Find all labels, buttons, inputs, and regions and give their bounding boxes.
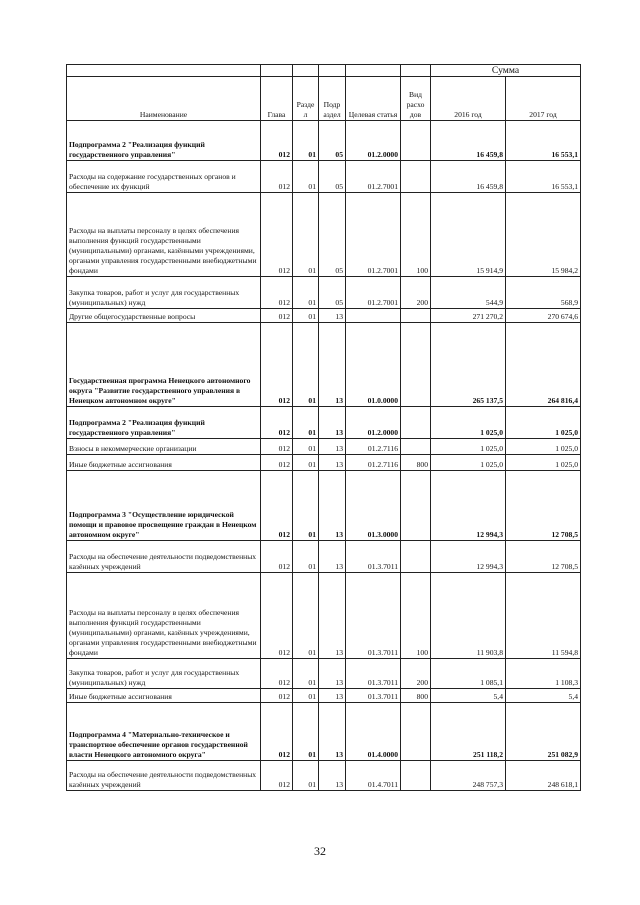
header-sum: Сумма — [431, 65, 581, 77]
cell-2016: 11 903,8 — [431, 573, 506, 659]
cell-podrazdel: 13 — [319, 471, 346, 541]
cell-article: 01.2.7001 — [346, 193, 401, 277]
table-row — [67, 541, 581, 573]
cell-podrazdel: 13 — [319, 439, 346, 455]
cell-2017: 16 553,1 — [506, 161, 581, 193]
cell-name: Расходы на обеспечение деятельности подведомственных казённых учреждений — [67, 761, 261, 791]
cell-2017: 1 108,3 — [506, 659, 581, 689]
cell-article: 01.2.7116 — [346, 439, 401, 455]
cell-name: Подпрограмма 3 "Осуществление юридической помощи и правовое просвещение граждан в Ненецком автономном округе" — [67, 471, 261, 541]
cell-razdel: 01 — [293, 455, 319, 471]
cell-razdel: 01 — [293, 573, 319, 659]
cell-2016: 544,9 — [431, 277, 506, 309]
table-row — [67, 471, 581, 541]
cell-article: 01.3.7011 — [346, 541, 401, 573]
header-blank — [293, 65, 319, 77]
cell-vid: 100 — [401, 573, 431, 659]
cell-2017: 1 025,0 — [506, 455, 581, 471]
cell-2016: 248 757,3 — [431, 761, 506, 791]
cell-article: 01.2.7001 — [346, 161, 401, 193]
cell-2016: 16 459,8 — [431, 121, 506, 161]
cell-razdel: 01 — [293, 193, 319, 277]
cell-podrazdel: 13 — [319, 541, 346, 573]
cell-vid — [401, 161, 431, 193]
cell-2016: 16 459,8 — [431, 161, 506, 193]
cell-2017: 12 708,5 — [506, 541, 581, 573]
cell-vid: 200 — [401, 277, 431, 309]
cell-podrazdel: 13 — [319, 455, 346, 471]
cell-name: Подпрограмма 2 "Реализация функций государственного управления" — [67, 407, 261, 439]
header-blank — [67, 65, 261, 77]
cell-article: 01.4.7011 — [346, 761, 401, 791]
cell-razdel: 01 — [293, 439, 319, 455]
cell-podrazdel: 13 — [319, 761, 346, 791]
cell-2017: 264 816,4 — [506, 323, 581, 407]
table-row — [67, 439, 581, 455]
header-row — [67, 77, 581, 121]
header-row-top — [67, 65, 581, 77]
cell-podrazdel: 05 — [319, 277, 346, 309]
table-row — [67, 309, 581, 323]
cell-article: 01.3.7011 — [346, 659, 401, 689]
cell-name: Другие общегосударственные вопросы — [67, 309, 261, 323]
cell-glava: 012 — [261, 761, 293, 791]
cell-2017: 1 025,0 — [506, 439, 581, 455]
cell-2016: 1 025,0 — [431, 439, 506, 455]
table-row — [67, 659, 581, 689]
cell-podrazdel: 13 — [319, 659, 346, 689]
header-name: Наименование — [67, 77, 261, 121]
cell-name: Взносы в некоммерческие организации — [67, 439, 261, 455]
cell-article: 01.2.0000 — [346, 121, 401, 161]
table-row — [67, 193, 581, 277]
cell-2017: 12 708,5 — [506, 471, 581, 541]
cell-name: Подпрограмма 4 "Материально-техническое и транспортное обеспечение органов государственной власти Ненецкого автономного округа" — [67, 703, 261, 761]
cell-2016: 1 025,0 — [431, 407, 506, 439]
cell-glava: 012 — [261, 471, 293, 541]
cell-razdel: 01 — [293, 471, 319, 541]
cell-2016: 271 270,2 — [431, 309, 506, 323]
cell-article: 01.3.0000 — [346, 471, 401, 541]
table-row — [67, 689, 581, 703]
cell-2017: 270 674,6 — [506, 309, 581, 323]
header-podrazdel: Подр аздел — [319, 77, 346, 121]
cell-vid: 200 — [401, 659, 431, 689]
cell-vid: 800 — [401, 689, 431, 703]
table-row — [67, 323, 581, 407]
cell-vid — [401, 703, 431, 761]
cell-name: Государственная программа Ненецкого автономного округа "Развитие государственного управления в Ненецком автономном округе" — [67, 323, 261, 407]
cell-vid — [401, 309, 431, 323]
cell-glava: 012 — [261, 573, 293, 659]
cell-razdel: 01 — [293, 277, 319, 309]
cell-2017: 11 594,8 — [506, 573, 581, 659]
cell-article: 01.2.7116 — [346, 455, 401, 471]
header-blank — [319, 65, 346, 77]
cell-name: Расходы на содержание государственных органов и обеспечение их функций — [67, 161, 261, 193]
cell-glava: 012 — [261, 439, 293, 455]
cell-podrazdel: 05 — [319, 121, 346, 161]
cell-glava: 012 — [261, 407, 293, 439]
cell-razdel: 01 — [293, 541, 319, 573]
cell-2016: 12 994,3 — [431, 541, 506, 573]
cell-podrazdel: 05 — [319, 161, 346, 193]
cell-2017: 15 984,2 — [506, 193, 581, 277]
table-row — [67, 761, 581, 791]
cell-razdel: 01 — [293, 761, 319, 791]
cell-podrazdel: 13 — [319, 703, 346, 761]
header-article: Целевая статья — [346, 77, 401, 121]
header-glava: Глава — [261, 77, 293, 121]
header-blank — [401, 65, 431, 77]
cell-2017: 568,9 — [506, 277, 581, 309]
cell-name: Расходы на выплаты персоналу в целях обеспечения выполнения функций государственными (муниципальными) органами, казёнными учреждениями, органами управления государственными внебюджетными фондами — [67, 193, 261, 277]
header-razdel: Разде л — [293, 77, 319, 121]
cell-razdel: 01 — [293, 659, 319, 689]
cell-name: Закупка товаров, работ и услуг для государственных (муниципальных) нужд — [67, 659, 261, 689]
cell-razdel: 01 — [293, 689, 319, 703]
cell-razdel: 01 — [293, 121, 319, 161]
cell-vid — [401, 541, 431, 573]
cell-podrazdel: 13 — [319, 323, 346, 407]
cell-2016: 265 137,5 — [431, 323, 506, 407]
cell-name: Закупка товаров, работ и услуг для государственных (муниципальных) нужд — [67, 277, 261, 309]
cell-glava: 012 — [261, 161, 293, 193]
cell-glava: 012 — [261, 541, 293, 573]
cell-razdel: 01 — [293, 407, 319, 439]
cell-vid: 800 — [401, 455, 431, 471]
cell-article: 01.0.0000 — [346, 323, 401, 407]
cell-2016: 15 914,9 — [431, 193, 506, 277]
cell-glava: 012 — [261, 323, 293, 407]
cell-glava: 012 — [261, 689, 293, 703]
cell-vid — [401, 121, 431, 161]
cell-2016: 1 085,1 — [431, 659, 506, 689]
cell-razdel: 01 — [293, 703, 319, 761]
cell-article: 01.3.7011 — [346, 689, 401, 703]
cell-vid — [401, 439, 431, 455]
cell-name: Иные бюджетные ассигнования — [67, 455, 261, 471]
cell-vid — [401, 323, 431, 407]
cell-article: 01.4.0000 — [346, 703, 401, 761]
cell-glava: 012 — [261, 277, 293, 309]
cell-razdel: 01 — [293, 323, 319, 407]
cell-2016: 1 025,0 — [431, 455, 506, 471]
cell-glava: 012 — [261, 309, 293, 323]
header-2017: 2017 год — [506, 77, 581, 121]
cell-2017: 251 082,9 — [506, 703, 581, 761]
budget-table — [66, 64, 581, 791]
cell-vid — [401, 761, 431, 791]
cell-article — [346, 309, 401, 323]
cell-vid — [401, 407, 431, 439]
cell-podrazdel: 13 — [319, 689, 346, 703]
table-row — [67, 573, 581, 659]
cell-podrazdel: 05 — [319, 193, 346, 277]
table-row — [67, 703, 581, 761]
cell-2017: 16 553,1 — [506, 121, 581, 161]
cell-article: 01.2.7001 — [346, 277, 401, 309]
table-row — [67, 161, 581, 193]
header-blank — [346, 65, 401, 77]
cell-2016: 5,4 — [431, 689, 506, 703]
cell-glava: 012 — [261, 455, 293, 471]
cell-name: Расходы на обеспечение деятельности подведомственных казённых учреждений — [67, 541, 261, 573]
cell-glava: 012 — [261, 659, 293, 689]
table-row — [67, 407, 581, 439]
cell-podrazdel: 13 — [319, 573, 346, 659]
cell-vid — [401, 471, 431, 541]
cell-glava: 012 — [261, 703, 293, 761]
header-2016: 2016 год — [431, 77, 506, 121]
cell-glava: 012 — [261, 193, 293, 277]
header-blank — [261, 65, 293, 77]
cell-2017: 248 618,1 — [506, 761, 581, 791]
cell-razdel: 01 — [293, 309, 319, 323]
table-row — [67, 455, 581, 471]
cell-article: 01.3.7011 — [346, 573, 401, 659]
cell-vid: 100 — [401, 193, 431, 277]
page-number: 32 — [314, 844, 326, 858]
cell-article: 01.2.0000 — [346, 407, 401, 439]
cell-name: Подпрограмма 2 "Реализация функций государственного управления" — [67, 121, 261, 161]
cell-glava: 012 — [261, 121, 293, 161]
header-vid: Вид расхо дов — [401, 77, 431, 121]
cell-razdel: 01 — [293, 161, 319, 193]
cell-2017: 5,4 — [506, 689, 581, 703]
cell-name: Иные бюджетные ассигнования — [67, 689, 261, 703]
table-row — [67, 277, 581, 309]
cell-2016: 251 118,2 — [431, 703, 506, 761]
cell-2017: 1 025,0 — [506, 407, 581, 439]
cell-podrazdel: 13 — [319, 309, 346, 323]
table-row — [67, 121, 581, 161]
cell-name: Расходы на выплаты персоналу в целях обеспечения выполнения функций государственными (муниципальными) органами, казённых учреждениями, органами управления государственными внебюджетными фондами — [67, 573, 261, 659]
cell-2016: 12 994,3 — [431, 471, 506, 541]
cell-podrazdel: 13 — [319, 407, 346, 439]
